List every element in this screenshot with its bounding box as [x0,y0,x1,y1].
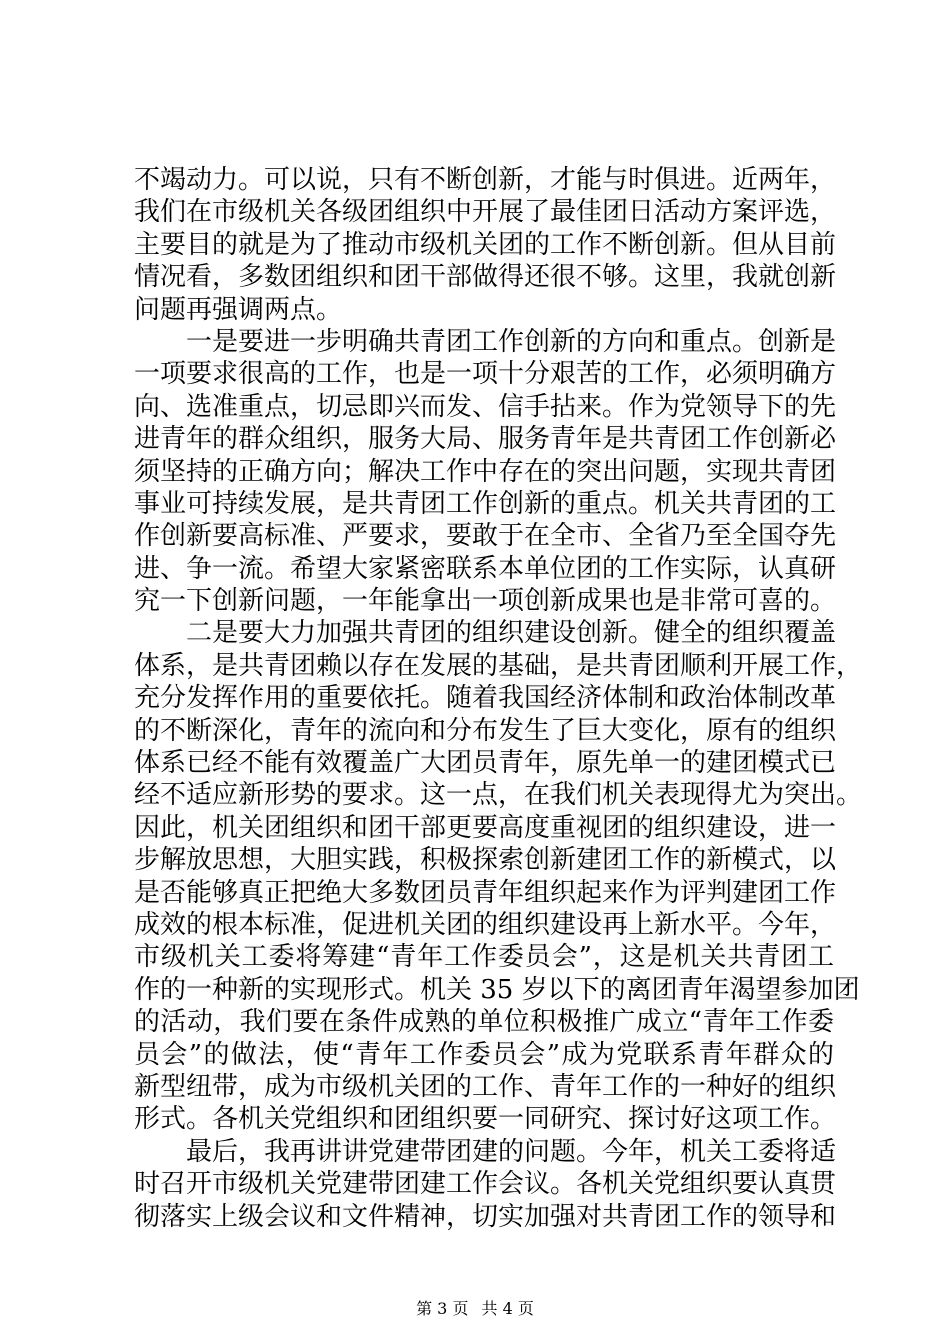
text-line: 是否能够真正把绝大多数团员青年组织起来作为评判建团工作 [134,877,837,908]
text-line: 主要目的就是为了推动市级机关团的工作不断创新。但从目前 [134,229,837,260]
text-line: 情况看，多数团组织和团干部做得还很不够。这里，我就创新 [134,262,837,293]
text-line: 进、争一流。希望大家紧密联系本单位团的工作实际，认真研 [134,553,837,584]
paragraph-first-line: 一是要进一步明确共青团工作创新的方向和重点。创新是 [186,326,837,357]
body-text [134,164,863,1233]
text-line: 须坚持的正确方向；解决工作中存在的突出问题，实现共青团 [134,456,837,487]
text-line: 因此，机关团组织和团干部更要高度重视团的组织建设，进一 [134,812,837,843]
text-line: 新型纽带，成为市级机关团的工作、青年工作的一种好的组织 [134,1071,837,1102]
text-line: 员会”的做法，使“青年工作委员会”成为党联系青年群众的 [134,1039,834,1070]
text-line: 究一下创新问题，一年能拿出一项创新成果也是非常可喜的。 [134,586,837,617]
text-line: 问题再强调两点。 [134,294,343,325]
page-footer [0,1296,950,1319]
text-line: 成效的根本标准，促进机关团的组织建设再上新水平。今年， [134,909,837,940]
text-line: 经不适应新形势的要求。这一点，在我们机关表现得尤为突出。 [134,780,863,811]
text-line: 向、选准重点，切忌即兴而发、信手拈来。作为党领导下的先 [134,391,837,422]
text-line: 一项要求很高的工作，也是一项十分艰苦的工作，必须明确方 [134,359,837,390]
text-line: 进青年的群众组织，服务大局、服务青年是共青团工作创新必 [134,424,837,455]
text-line: 步解放思想，大胆实践，积极探索创新建团工作的新模式，以 [134,845,837,876]
text-line: 作创新要高标准、严要求，要敢于在全市、全省乃至全国夺先 [134,521,837,552]
text-line: 体系，是共青团赖以存在发展的基础，是共青团顺利开展工作， [134,650,863,681]
text-line: 不竭动力。可以说，只有不断创新，才能与时俱进。近两年， [134,165,837,195]
page-total: 共 4 页 [481,1299,534,1318]
text-line: 的不断深化，青年的流向和分布发生了巨大变化，原有的组织 [134,715,837,746]
text-line: 作的一种新的实现形式。机关 35 岁以下的离团青年渴望参加团 [134,974,860,1005]
text-line: 我们在市级机关各级团组织中开展了最佳团日活动方案评选， [134,197,837,228]
text-line: 充分发挥作用的重要依托。随着我国经济体制和政治体制改革 [134,683,837,714]
text-line: 时召开市级机关党建带团建工作会议。各机关党组织要认真贯 [134,1169,837,1200]
paragraph-first-line: 最后，我再讲讲党建带团建的问题。今年，机关工委将适 [186,1136,837,1167]
page-number: 第 3 页 [416,1299,469,1318]
text-line: 市级机关工委将筹建“青年工作委员会”，这是机关共青团工 [134,942,834,973]
text-line: 彻落实上级会议和文件精神，切实加强对共青团工作的领导和 [134,1201,837,1232]
text-line: 形式。各机关党组织和团组织要一同研究、探讨好这项工作。 [134,1104,837,1135]
text-line: 体系已经不能有效覆盖广大团员青年，原先单一的建团模式已 [134,748,837,779]
text-line: 的活动，我们要在条件成熟的单位积极推广成立“青年工作委 [134,1007,834,1038]
text-line: 事业可持续发展，是共青团工作创新的重点。机关共青团的工 [134,488,837,519]
paragraph-first-line: 二是要大力加强共青团的组织建设创新。健全的组织覆盖 [186,618,837,649]
